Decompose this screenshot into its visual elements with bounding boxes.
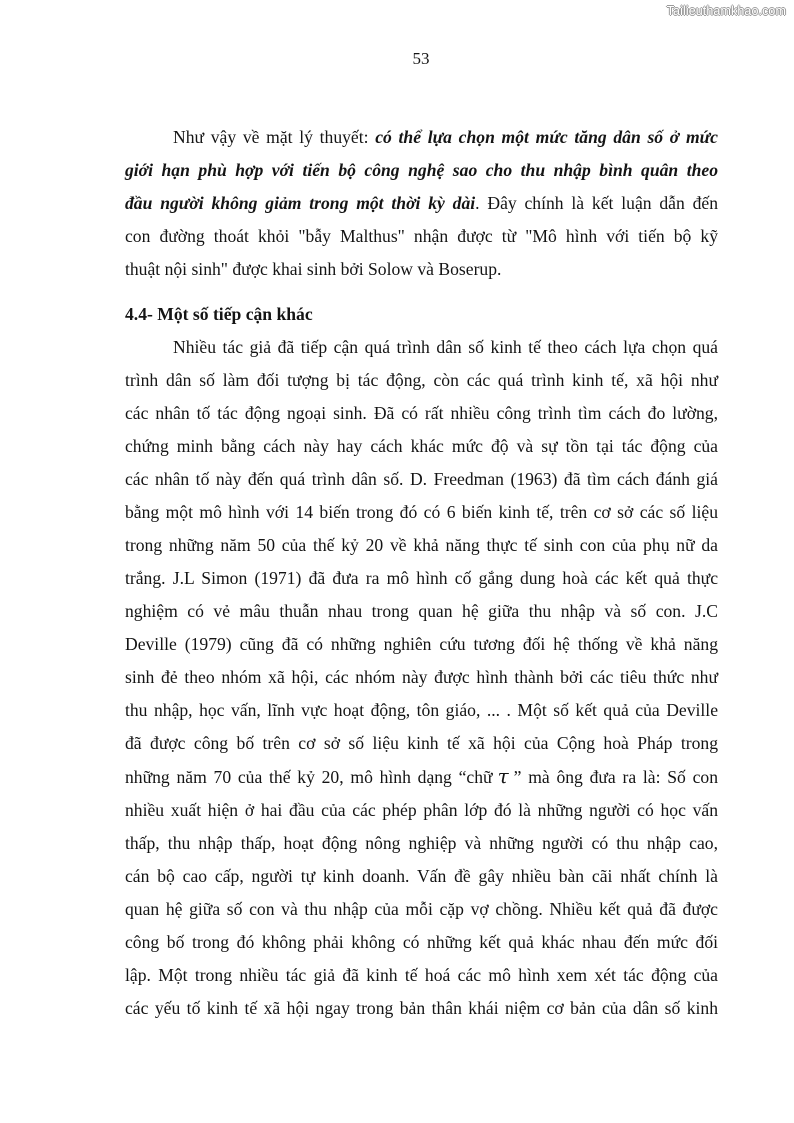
text-run: ” mà ông đưa ra là: Số con: [513, 767, 718, 787]
emphasis-line: giới hạn phù hợp với tiến bộ công nghệ sao cho thu nhập bình quân theo: [125, 160, 718, 180]
text-line: thuật nội sinh" được khai sinh bởi Solow và Boserup.: [125, 259, 502, 279]
text-run: . Đây chính là kết luận dẫn đến: [475, 193, 719, 213]
section-heading: 4.4- Một số tiếp cận khác: [125, 304, 313, 324]
paragraph-approaches: [125, 331, 718, 1025]
text-line: thu nhập, học vấn, lĩnh vực hoạt động, tôn giáo, ... . Một số kết quả của Deville: [125, 700, 718, 720]
emphasis-text: có thể lựa chọn một mức tăng dân số ở mức: [375, 127, 718, 147]
text-line: đã được công bố trên cơ sở số liệu kinh tế xã hội của Cộng hoà Pháp trong: [125, 733, 718, 753]
text-line: nhiều xuất hiện ở hai đầu của các phép phân lớp đó là những người có học vấn: [125, 800, 718, 820]
text-line: trong những năm 50 của thế kỷ 20 về khả năng thực tế sinh con của phụ nữ da: [125, 535, 718, 555]
paragraph-conclusion: [125, 121, 718, 286]
text-line: [125, 121, 718, 154]
watermark: Tailieuthamkhao.com: [666, 4, 786, 18]
text-run: những năm 70 của thế kỷ 20, mô hình dạng “chữ: [125, 767, 493, 787]
text-run: Như vậy về mặt lý thuyết:: [173, 127, 376, 147]
text-line: quan hệ giữa số con và thu nhập của mỗi cặp vợ chồng. Nhiều kết quả đã được: [125, 899, 718, 919]
tau-symbol: τ: [497, 764, 509, 788]
emphasis-text: đầu người không giảm trong một thời kỳ dài: [125, 193, 476, 213]
text-line: lập. Một trong nhiều tác giả đã kinh tế hoá các mô hình xem xét tác động của: [125, 965, 718, 985]
text-line: thấp, thu nhập thấp, hoạt động nông nghiệp và những người có thu nhập cao,: [125, 833, 718, 853]
text-line: chứng minh bằng cách này hay cách khác mức độ và sự tồn tại tác động của: [125, 436, 718, 456]
text-line: các yếu tố kinh tế xã hội ngay trong bản thân khái niệm cơ bản của dân số kinh: [125, 998, 718, 1018]
text-line: trắng. J.L Simon (1971) đã đưa ra mô hình cố gắng dung hoà các kết quả thực: [125, 568, 718, 588]
text-line: nghiệm có vẻ mâu thuẫn nhau trong quan hệ giữa thu nhập và số con. J.C: [125, 601, 718, 621]
text-line: các nhân tố này đến quá trình dân số. D. Freedman (1963) đã tìm cách đánh giá: [125, 469, 718, 489]
text-line: cán bộ cao cấp, người tự kinh doanh. Vấn đề gây nhiều bàn cãi nhất chính là: [125, 866, 718, 886]
text-line: [125, 187, 718, 220]
text-line: con đường thoát khỏi "bẫy Malthus" nhận được từ "Mô hình với tiến bộ kỹ: [125, 226, 718, 246]
text-line: các nhân tố tác động ngoại sinh. Đã có rất nhiều công trình tìm cách đo lường,: [125, 403, 718, 423]
text-line: Deville (1979) cũng đã có những nghiên cứu tương đối hệ thống về khả năng: [125, 634, 718, 654]
text-line: Nhiều tác giả đã tiếp cận quá trình dân số kinh tế theo cách lựa chọn quá: [173, 337, 718, 357]
text-line: bằng một mô hình với 14 biến trong đó có 6 biến kinh tế, trên cơ sở các số liệu: [125, 502, 718, 522]
text-line: sinh đẻ theo nhóm xã hội, các nhóm này được hình thành bởi các tiêu thức như: [125, 667, 718, 687]
text-line: công bố trong đó không phải không có những kết quả khác nhau đến mức đối: [125, 932, 718, 952]
text-line: [125, 760, 718, 794]
text-line: trình dân số làm đối tượng bị tác động, còn các quá trình kinh tế, xã hội như: [125, 370, 718, 390]
page-number: 53: [412, 49, 430, 68]
